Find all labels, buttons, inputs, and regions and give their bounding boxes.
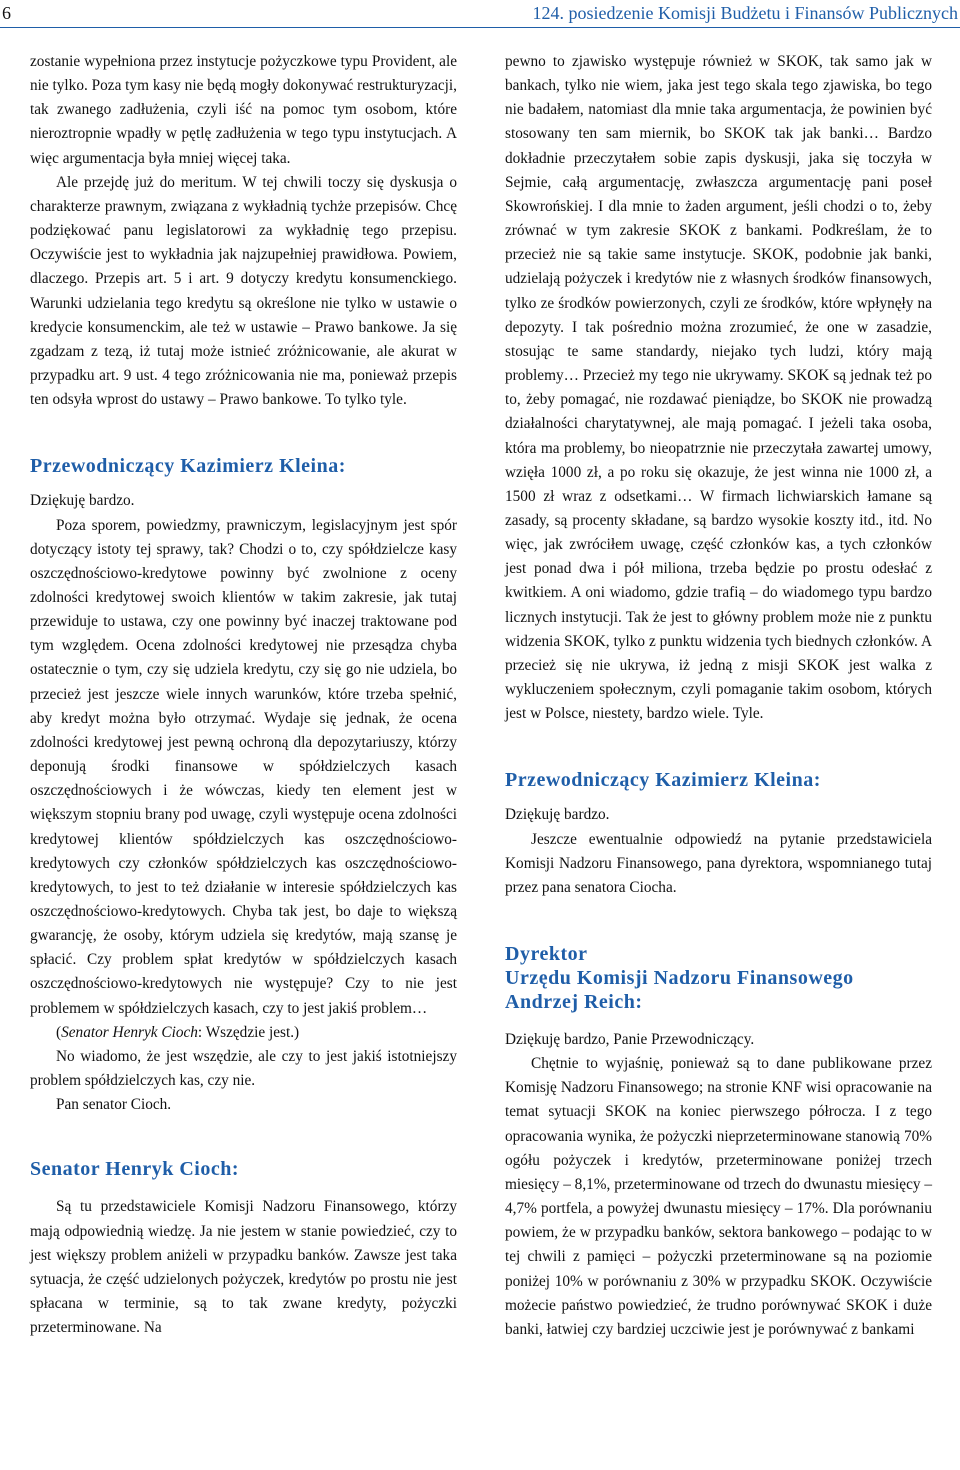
paragraph: Ale przejdę już do meritum. W tej chwili toczy się dyskusja o charakterze prawnym, związana z wykładnią tychże przepisów. Chcę podziękować panu legislatorowi za wykładnię tego przepisu. Oczywiście jest to wykładnia jak najzupełniej prawidłowa. Powiem, dlaczego. Przepis art. 5 i art. 9 dotyczy kredytu konsumenckiego. Warunki udzielania tego kredytu są określone nie tylko w ustawie o kredycie konsumenckim, ale też w ustawie – Prawo bankowe. Ja się zgadzam z tezą, iż tutaj może istnieć zróżnicowanie, ale akurat w przypadku art. 9 ust. 4 tego zróżnicowania nie ma, ponieważ przepis ten odsyła wprost do ustawy – Prawo bankowe. To tylko tyle. [30,173,457,409]
page-header [0,0,960,36]
left-column [30,50,457,1340]
paragraph: Jeszcze ewentualnie odpowiedź na pytanie przedstawiciela Komisji Nadzoru Finansowego, pana dyrektora, wspomnianego tutaj przez pana senatora Ciocha. [505,830,932,896]
page-number: 6 [2,3,11,23]
paragraph: zostanie wypełniona przez instytucje pożyczkowe typu Provident, ale nie tylko. Poza tym kasy nie będą mogły dokonywać restrukturyzacji, tak zwanego zadłużenia, czyli iść na pomoc tym osobom, które nieroztropnie wpadły w pętlę zadłużenia w tego typu instytucjach. A więc argumentacja była mniej więcej taka. [30,53,457,167]
running-title: 124. posiedzenie Komisji Budżetu i Finansów Publicznych [532,3,958,23]
interjection [30,1021,457,1045]
paragraph: pewno to zjawisko występuje również w SKOK, tak samo jak w bankach, tylko nie wiem, jaka jest tego skala tego zjawiska, bo tego nie badałem, natomiast dla mnie taka argumentacja, że powinien być stosowany ten sam miernik, bo SKOK tak jak banki… Bardzo dokładnie przeczytałem sobie zapis dyskusji, jaka się toczyła w Sejmie, całą argumentację, zwłaszcza argumentację pani poseł Skowrońskiej. I dla mnie to żaden argument, jeśli chodzi o to, żeby zrównać w tym zakresie SKOK z bankami. Podkreślam, że to przecież nie są takie same instytucje. SKOK, podobnie jak banki, udzielają pożyczek i kredytów nie z własnych środków finansowych, tylko ze środków powierzonych, czyli ze środków, które wpłynęły na depozyty. I tak pośrednio można zrozumieć, że one w zasadzie, stosując te same standardy, niejako tych ludzi, który mają problemy… Przecież my tego nie ukrywamy. SKOK są jednak też po to, żeby pomagać, nie rozdawać pieniądze, bo SKOK nie prowadzą działalności charytatywnej, ale mają pomagać. I jeżeli taka osoba, która ma problemy, bo nieopatrznie nie przeczytała zawartej umowy, wzięła 1000 zł, a po roku się okazuje, że jest winna nie 1000 zł, a 1500 zł wraz z odsetkami… W firmach lichwiarskich łamane są zasady, są procenty składane, są bardzo wysokie koszty itd., itd. No więc, jak zwróciłem uwagę, część członków kas, a tych członków jest ponad dwa i pół miliona, trzeba będzie po prostu odesłać z kwitkiem. A oni wiadomo, gdzie trafią – do wiadomego typu bardzo licznych instytucji. Tak że jest to główny problem może nie z punktu widzenia SKOK, tylko z punktu widzenia tych biednych członków. A przecież się nie ukrywa, iż jedną z misji SKOK jest walka z wykluczeniem społecznym, czyli pomaganie takim osobom, których jest w Polsce, niestety, bardzo wiele. Tyle. [505,53,932,723]
paragraph: No wiadomo, że jest wszędzie, ale czy to jest jakiś istotniejszy problem spółdzielczych kas, czy nie. [30,1047,457,1090]
paragraph: Chętnie to wyjaśnię, ponieważ są to dane publikowane przez Komisję Nadzoru Finansowego; na stronie KNF wisi opracowanie na temat sytuacji SKOK na koniec pierwszego półrocza. I z tego opracowania wynika, że pożyczki nieprzeterminowane stanowią 70% ogółu pożyczek i kredytów, przeterminowane poniżej trzech miesięcy – 8,1%, przeterminowane od trzech do dwunastu miesięcy – 4,7% portfela, a powyżej dwunastu miesięcy – 17%. Dla porównaniu powiem, że w przypadku banków, sektora bankowego – podając to w tej chwili z pamięci – pożyczki przeterminowane są na poziomie poniżej 10% w porównaniu z 30% w przypadku SKOK. Oczywiście możecie państwo powiedzieć, że trudno porównywać SKOK i duże banki, łatwiej czy bardziej uczciwie jest je porównywać z bankami [505,1055,932,1338]
header-rule [0,27,960,28]
interjection-text: : Wszędzie jest.) [197,1023,300,1041]
paragraph: Dziękuję bardzo. [30,492,135,510]
paragraph: Są tu przedstawiciele Komisji Nadzoru Finansowego, którzy mają odpowiednią wiedzę. Ja nie jestem w stanie powiedzieć, czy to jest większy problem aniżeli w przypadku banków. Zawsze jest taka sytuacja, że część udzielonych pożyczek, kredytów po prostu nie jest spłacana w terminie, są to tak zwane kredyty, pożyczki przeterminowane. Na [30,1198,457,1337]
speaker-heading: Senator Henryk Cioch: [30,1158,240,1181]
paragraph: Dziękuję bardzo. [505,806,610,824]
interjection-speaker: Senator Henryk Cioch [61,1023,198,1041]
paragraph: Dziękuję bardzo, Panie Przewodniczący. [505,1031,755,1048]
speaker-heading [505,942,932,1014]
speaker-name: Andrzej Reich: [505,991,643,1013]
speaker-heading: Przewodniczący Kazimierz Kleina: [30,455,346,478]
speaker-heading: Przewodniczący Kazimierz Kleina: [505,769,821,792]
paragraph: Poza sporem, powiedzmy, prawniczym, legislacyjnym jest spór dotyczący istoty tej sprawy, tak? Chodzi o to, czy spółdzielcze kasy oszczędnościowo-kredytowe powinny być zwolnione z oceny zdolności kredytowej swoich klientów w takim zakresie, jak tutaj przewiduje to ustawa, czy one powinny być inaczej traktowane pod tym względem. Ocena zdolności kredytowej nie przesądza chyba ostatecznie o tym, czy się udziela kredytu, czy się go nie udziela, bo przecież jest jeszcze wiele innych warunków, które trzeba spełnić, aby kredyt można było otrzymać. Wydaje się jednak, że ocena zdolności kredytowej jest pewną ochroną dla depozytariuszy, którzy deponują środki finansowe w spółdzielczych kasach oszczędnościowych i że wówczas, kiedy ten element jest w większym stopniu brany pod uwagę, czyli występuje ocena zdolności kredytowej klientów spółdzielczych kas oszczędnościowo-kredytowych czy członków spółdzielczych kas oszczędnościowo-kredytowych, to jest to też działanie w interesie spółdzielczych kas oszczędnościowo-kredytowych. Chyba tak jest, bo daje to większą gwarancję, że osoby, którym udziela się kredytów, mają szansę je spłacić. Czy problem spłat kredytów w spółdzielczych kasach oszczędnościowo-kredytowych nie występuje? Czy to nie jest problemem w spółdzielczych kasach, czy to jest jakiś problem… [30,516,457,1017]
speaker-office: Urzędu Komisji Nadzoru Finansowego [505,967,854,989]
paragraph: Pan senator Cioch. [56,1096,172,1114]
right-column [505,50,932,1342]
speaker-title: Dyrektor [505,943,588,965]
interjection-open: ( [56,1023,62,1041]
